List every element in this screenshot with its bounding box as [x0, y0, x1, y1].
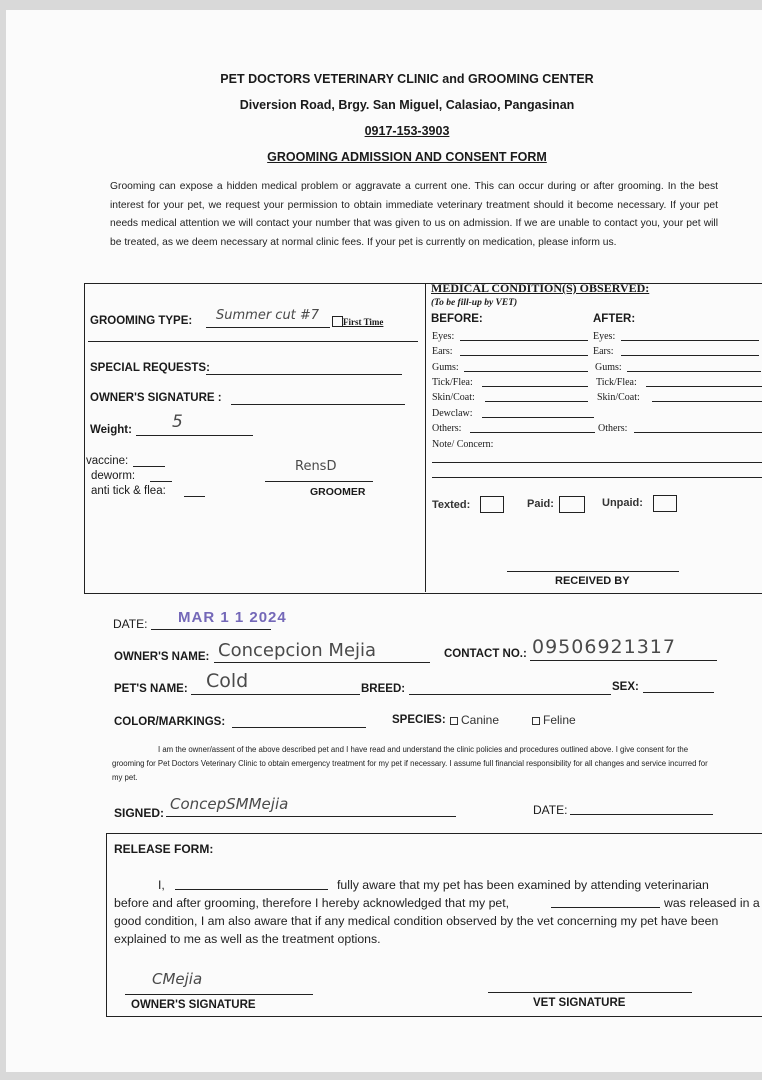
release-line2-start: before and after grooming, therefore I hereby acknowledged that my pet,: [114, 896, 510, 910]
owner-name-value[interactable]: Concepcion Mejia: [218, 640, 377, 661]
antitick-label: anti tick & flea:: [91, 485, 166, 497]
after-others-line[interactable]: [634, 432, 762, 433]
after-gums-label: Gums:: [595, 362, 622, 373]
release-line1-start: I,: [158, 878, 165, 892]
clinic-address: Diversion Road, Brgy. San Miguel, Calasiao, Pangasinan: [239, 98, 575, 112]
canine-label: Canine: [461, 713, 500, 727]
after-tick-line[interactable]: [646, 386, 762, 387]
species-label: SPECIES:: [392, 714, 446, 726]
signed-signature[interactable]: ConcepSMMejia: [170, 795, 289, 813]
clinic-phone: 0917-153-3903: [364, 124, 450, 138]
note-line-2[interactable]: [432, 477, 762, 478]
weight-value[interactable]: 5: [172, 412, 183, 432]
before-skin-line[interactable]: [485, 401, 588, 402]
unpaid-label: Unpaid:: [602, 497, 643, 509]
after-label: AFTER:: [593, 313, 636, 325]
weight-label: Weight:: [90, 424, 132, 436]
deworm-label: deworm:: [91, 470, 136, 482]
texted-checkbox[interactable]: [480, 496, 504, 513]
owner-name-label: OWNER'S NAME:: [114, 651, 210, 663]
breed-line[interactable]: [409, 694, 611, 695]
before-skin-label: Skin/Coat:: [432, 392, 475, 403]
consent-paragraph: I am the owner/assent of the above described pet and I have read and understand the clinic policies and procedures outlined above. I give consent for the grooming for Pet Doctors Veterinary Clinic to obtain emergency treatment for my pet if necessary. I assume full financial responsibility for all changes and service incurred for my pet.: [112, 745, 708, 782]
release-owner-signature-line: [125, 994, 313, 995]
vet-signature-line[interactable]: [488, 992, 692, 993]
paid-checkbox[interactable]: [559, 496, 585, 513]
feline-checkbox[interactable]: [532, 717, 540, 725]
signed-label: SIGNED:: [114, 806, 165, 820]
canine-checkbox[interactable]: [450, 717, 458, 725]
before-others-label: Others:: [432, 423, 462, 434]
note-label: Note/ Concern:: [432, 439, 494, 450]
release-line4: explained to me as well as the treatment options.: [114, 932, 381, 946]
after-gums-line[interactable]: [627, 371, 761, 372]
received-by-label: RECEIVED BY: [555, 575, 630, 587]
release-owner-signature-label: OWNER'S SIGNATURE: [131, 999, 256, 1011]
signed-date-line[interactable]: [570, 814, 713, 815]
special-requests-line[interactable]: [206, 374, 402, 375]
grooming-medical-box: [84, 283, 762, 594]
after-skin-line[interactable]: [652, 401, 762, 402]
grooming-type-label: GROOMING TYPE:: [90, 315, 193, 327]
form-title: GROOMING ADMISSION AND CONSENT FORM: [267, 150, 547, 164]
feline-option[interactable]: [524, 713, 576, 727]
color-label: COLOR/MARKINGS:: [114, 716, 226, 728]
before-eyes-line[interactable]: [460, 340, 588, 341]
before-gums-line[interactable]: [464, 371, 588, 372]
release-line3: good condition, I am also aware that if any medical condition observed by the vet concerning my pet have been: [114, 914, 719, 928]
contact-line: [530, 660, 717, 661]
before-label: BEFORE:: [431, 313, 483, 325]
groomer-line: [265, 481, 373, 482]
release-owner-name-line[interactable]: [175, 889, 328, 890]
medical-subtitle: (To be fill-up by VET): [431, 298, 518, 308]
groomer-value: RensD: [295, 459, 337, 474]
after-eyes-line[interactable]: [621, 340, 759, 341]
before-ears-line[interactable]: [460, 355, 588, 356]
color-line[interactable]: [232, 727, 366, 728]
canine-option[interactable]: [442, 713, 499, 727]
grooming-type-line: [206, 327, 330, 328]
after-ears-label: Ears:: [593, 346, 614, 357]
special-requests-label: SPECIAL REQUESTS:: [90, 362, 210, 374]
sex-line[interactable]: [643, 692, 714, 693]
groomer-label: GROOMER: [310, 486, 366, 498]
owner-signature-label: OWNER'S SIGNATURE :: [90, 392, 222, 404]
release-pet-name-line[interactable]: [551, 907, 660, 908]
breed-label: BREED:: [361, 683, 406, 695]
sex-label: SEX:: [612, 681, 639, 693]
date-stamp[interactable]: MAR 1 1 2024: [178, 609, 287, 626]
after-skin-label: Skin/Coat:: [597, 392, 640, 403]
before-gums-label: Gums:: [432, 362, 459, 373]
weight-line: [136, 435, 253, 436]
pet-name-label: PET'S NAME:: [114, 683, 188, 695]
before-dewclaw-line[interactable]: [482, 417, 594, 418]
paid-label: Paid:: [527, 498, 554, 510]
unpaid-checkbox[interactable]: [653, 495, 677, 512]
after-others-label: Others:: [598, 423, 628, 434]
intro-paragraph: Grooming can expose a hidden medical problem or aggravate a current one. This can occur during or after grooming. In the best interest for your pet, we request your permission to obtain immediate veterinary treatment should it become necessary. If your pet needs medical attention we will contact your number that was given to us on admission. If we are unable to contact you, your pet will be treated, as we deem necessary at normal clinic fees. If your pet is currently on medication, please inform us.: [110, 181, 718, 248]
release-owner-signature[interactable]: CMejia: [152, 970, 203, 988]
date-label: DATE:: [113, 617, 148, 631]
pet-name-value[interactable]: Cold: [206, 670, 249, 692]
vaccine-label: vaccine:: [86, 455, 129, 467]
after-tick-label: Tick/Flea:: [596, 377, 637, 388]
texted-label: Texted:: [432, 499, 471, 511]
before-eyes-label: Eyes:: [432, 331, 455, 342]
grooming-type-extra-line: [88, 341, 418, 342]
vaccine-line[interactable]: [133, 466, 165, 467]
column-divider: [425, 283, 426, 592]
before-others-line[interactable]: [470, 432, 595, 433]
date-line: [151, 629, 271, 630]
signed-line: [166, 816, 456, 817]
before-ears-label: Ears:: [432, 346, 453, 357]
contact-value[interactable]: 09506921317: [532, 636, 676, 658]
vet-signature-label: VET SIGNATURE: [533, 997, 626, 1009]
first-time-checkbox[interactable]: [332, 316, 343, 327]
release-line2-end: was released in a: [664, 896, 760, 910]
owner-signature-line[interactable]: [231, 404, 405, 405]
signed-date-label: DATE:: [533, 803, 568, 817]
before-tick-line[interactable]: [482, 386, 588, 387]
deworm-line[interactable]: [150, 481, 172, 482]
after-ears-line[interactable]: [621, 355, 759, 356]
clinic-name: PET DOCTORS VETERINARY CLINIC and GROOMING CENTER: [220, 72, 594, 86]
medical-title: MEDICAL CONDITION(S) OBSERVED:: [431, 281, 650, 295]
contact-label: CONTACT NO.:: [444, 648, 527, 660]
antitick-line[interactable]: [184, 496, 205, 497]
grooming-type-value[interactable]: Summer cut #7: [216, 308, 320, 323]
received-by-line[interactable]: [507, 571, 679, 572]
pet-name-line: [191, 694, 360, 695]
first-time-label: First Time: [343, 317, 384, 327]
release-title: RELEASE FORM:: [114, 842, 214, 856]
note-line-1[interactable]: [432, 462, 762, 463]
release-line1-end: fully aware that my pet has been examined by attending veterinarian: [337, 878, 709, 892]
after-eyes-label: Eyes:: [593, 331, 616, 342]
before-tick-label: Tick/Flea:: [432, 377, 473, 388]
feline-label: Feline: [543, 713, 576, 727]
owner-name-line: [214, 662, 430, 663]
before-dewclaw-label: Dewclaw:: [432, 408, 473, 419]
